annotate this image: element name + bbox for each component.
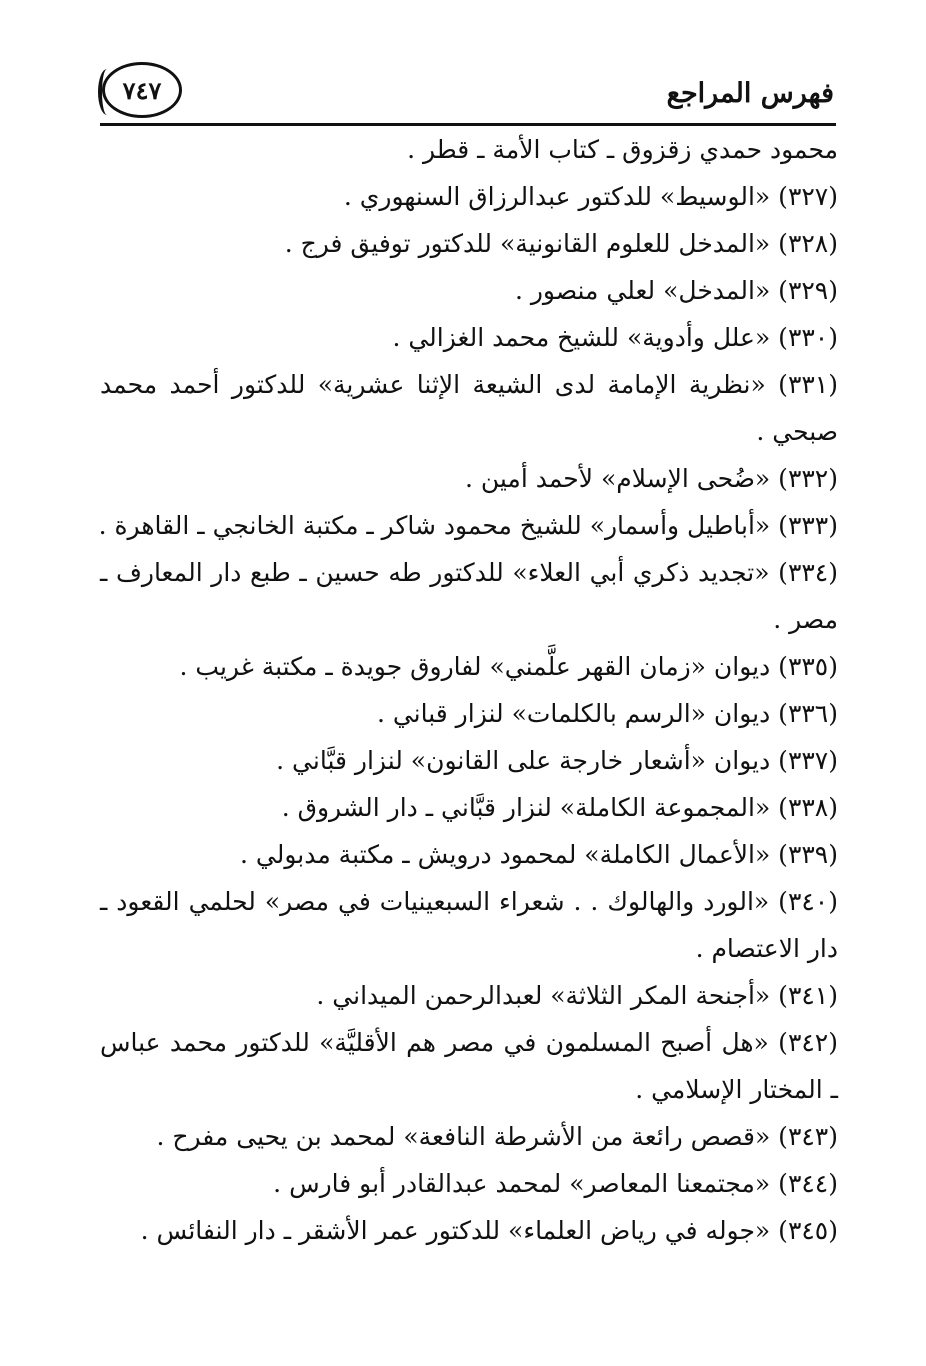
reference-line: (٣٣١) «نظرية الإمامة لدى الشيعة الإثنا عشرية» للدكتور أحمد محمد: [100, 370, 838, 399]
reference-entry-337: [100, 737, 838, 784]
reference-entry-327: [100, 173, 838, 220]
reference-line: (٣٣٨) «المجموعة الكاملة» لنزار قبَّاني ـ دار الشروق .: [281, 793, 838, 822]
reference-entry-343: [100, 1113, 838, 1160]
reference-line: (٣٣٠) «علل وأدوية» للشيخ محمد الغزالي .: [392, 323, 838, 352]
reference-entry-333: [100, 502, 838, 549]
reference-entry-332: [100, 455, 838, 502]
reference-entry-340: [100, 878, 838, 972]
reference-entry-328: [100, 220, 838, 267]
reference-entry-339: [100, 831, 838, 878]
reference-line: (٣٤٤) «مجتمعنا المعاصر» لمحمد عبدالقادر أبو فارس .: [273, 1169, 838, 1198]
reference-line-continued: دار الاعتصام .: [695, 934, 838, 963]
reference-entry-330: [100, 314, 838, 361]
continuation-line: محمود حمدي زقزوق ـ كتاب الأمة ـ قطر .: [407, 135, 838, 164]
reference-line: (٣٣٢) «ضُحى الإسلام» لأحمد أمين .: [464, 464, 838, 493]
reference-line: (٣٣٦) ديوان «الرسم بالكلمات» لنزار قباني .: [376, 699, 838, 728]
reference-entry-335: [100, 643, 838, 690]
references-list: [100, 126, 838, 1254]
reference-entry-341: [100, 972, 838, 1019]
page-number-badge: [102, 62, 182, 118]
reference-line: (٣٤٠) «الورد والهالوك . . شعراء السبعينيات في مصر» لحلمي القعود ـ: [100, 887, 838, 916]
reference-line: (٣٢٩) «المدخل» لعلي منصور .: [514, 276, 838, 305]
reference-line: (٣٢٨) «المدخل للعلوم القانونية» للدكتور توفيق فرج .: [284, 229, 838, 258]
reference-line-continued: ـ المختار الإسلامي .: [635, 1075, 838, 1104]
reference-entry-342: [100, 1019, 838, 1113]
reference-entry-336: [100, 690, 838, 737]
reference-line: (٣٤١) «أجنحة المكر الثلاثة» لعبدالرحمن الميداني .: [316, 981, 838, 1010]
reference-line: (٣٣٩) «الأعمال الكاملة» لمحمود درويش ـ مكتبة مدبولي .: [239, 840, 838, 869]
reference-entry-338: [100, 784, 838, 831]
reference-line: (٣٤٢) «هل أصبح المسلمون في مصر هم الأقليَّة» للدكتور محمد عباس: [100, 1028, 838, 1057]
reference-line: (٣٤٥) «جوله في رياض العلماء» للدكتور عمر الأشقر ـ دار النفائس .: [140, 1216, 838, 1245]
reference-entry-344: [100, 1160, 838, 1207]
reference-entry-345: [100, 1207, 838, 1254]
page-title: فهرس المراجع: [666, 78, 834, 109]
reference-entry-331: [100, 361, 838, 455]
page-header: [100, 60, 836, 126]
reference-line: (٣٤٣) «قصص رائعة من الأشرطة النافعة» لمحمد بن يحيى مفرح .: [156, 1122, 838, 1151]
reference-line: (٣٢٧) «الوسيط» للدكتور عبدالرزاق السنهوري .: [343, 182, 838, 211]
reference-line: (٣٣٥) ديوان «زمان القهر علَّمني» لفاروق جويدة ـ مكتبة غريب .: [179, 652, 838, 681]
reference-entry-329: [100, 267, 838, 314]
reference-line-continued: صبحي .: [756, 417, 838, 446]
reference-entry-334: [100, 549, 838, 643]
page-number: ٧٤٧: [122, 75, 162, 105]
reference-line-continued: مصر .: [773, 605, 838, 634]
reference-line: (٣٣٤) «تجديد ذكري أبي العلاء» للدكتور طه حسين ـ طبع دار المعارف ـ: [100, 558, 838, 587]
reference-line: (٣٣٧) ديوان «أشعار خارجة على القانون» لنزار قبَّاني .: [276, 746, 838, 775]
reference-line: (٣٣٣) «أباطيل وأسمار» للشيخ محمود شاكر ـ مكتبة الخانجي ـ القاهرة .: [98, 511, 838, 540]
